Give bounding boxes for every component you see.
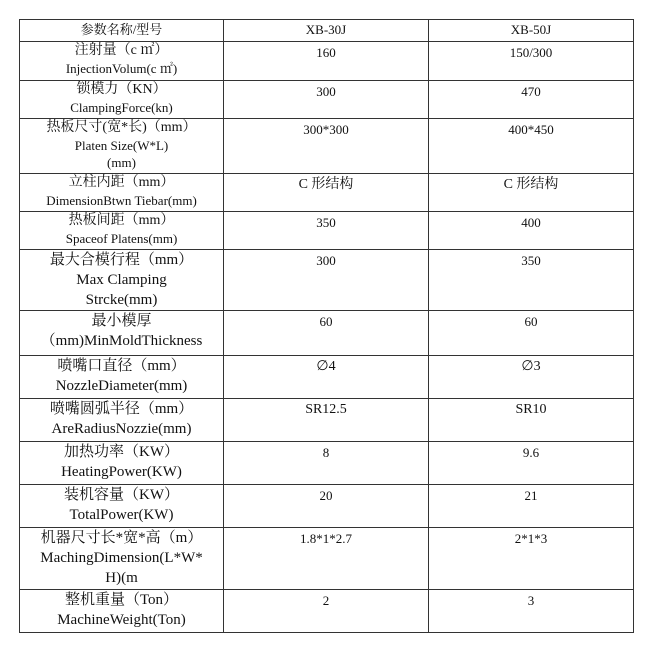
value-1: C 形结构 bbox=[298, 177, 354, 192]
value-2: 3 bbox=[527, 593, 535, 608]
value-cell-2 bbox=[429, 442, 634, 485]
param-name-en: Platen Size(W*L) bbox=[74, 138, 169, 153]
table-row bbox=[20, 212, 634, 250]
table-row bbox=[20, 442, 634, 485]
value-2: 470 bbox=[521, 84, 541, 99]
param-name-en-cont: (mm) bbox=[107, 155, 136, 170]
value-cell-2 bbox=[429, 81, 634, 119]
header-param: 参数名称/型号 bbox=[20, 20, 224, 42]
param-name-en-cont: H)(m bbox=[105, 570, 138, 586]
value-1: 300*300 bbox=[303, 122, 349, 137]
table-row bbox=[20, 485, 634, 528]
table-row bbox=[20, 250, 634, 311]
value-2: 350 bbox=[521, 253, 541, 268]
value-cell-2 bbox=[429, 42, 634, 81]
param-cell bbox=[20, 174, 224, 212]
value-1: SR12.5 bbox=[305, 402, 347, 417]
value-2: 9.6 bbox=[522, 445, 540, 460]
value-cell-1 bbox=[224, 42, 429, 81]
param-name-cn: 喷嘴口直径（mm） bbox=[57, 358, 186, 374]
header-row bbox=[20, 20, 634, 42]
param-name-cn: 注射量（c ㎡） bbox=[74, 43, 169, 58]
value-cell-1 bbox=[224, 119, 429, 174]
value-cell-2 bbox=[429, 174, 634, 212]
param-name-en: ClampingForce(kn) bbox=[70, 100, 173, 115]
param-name-cn: 装机容量（KW） bbox=[64, 487, 179, 503]
value-2: 60 bbox=[524, 314, 538, 329]
value-cell-1 bbox=[224, 212, 429, 250]
param-cell bbox=[20, 528, 224, 590]
param-name-en: Spaceof Platens(mm) bbox=[65, 231, 178, 246]
param-cell bbox=[20, 399, 224, 442]
value-2: 2*1*3 bbox=[514, 531, 548, 546]
param-name-cn: 喷嘴圆弧半径（mm） bbox=[49, 401, 194, 417]
table-row bbox=[20, 590, 634, 633]
table-row bbox=[20, 399, 634, 442]
value-cell-2 bbox=[429, 311, 634, 356]
value-cell-2 bbox=[429, 590, 634, 633]
table-row bbox=[20, 81, 634, 119]
param-cell bbox=[20, 590, 224, 633]
param-name-en: MachineWeight(Ton) bbox=[57, 612, 186, 628]
param-cell bbox=[20, 81, 224, 119]
value-2: 21 bbox=[524, 488, 538, 503]
param-cell bbox=[20, 356, 224, 399]
value-cell-1 bbox=[224, 399, 429, 442]
value-1: 20 bbox=[319, 488, 333, 503]
value-cell-1 bbox=[224, 174, 429, 212]
param-name-en: HeatingPower(KW) bbox=[61, 464, 182, 480]
value-2: C 形结构 bbox=[503, 177, 559, 192]
value-cell-1 bbox=[224, 356, 429, 399]
table-row bbox=[20, 42, 634, 81]
header-model-1: XB-30J bbox=[224, 20, 429, 42]
param-name-cn: 热板尺寸(宽*长)（mm） bbox=[46, 120, 197, 135]
table-row bbox=[20, 311, 634, 356]
value-cell-1 bbox=[224, 590, 429, 633]
value-cell-2 bbox=[429, 356, 634, 399]
param-name-en: AreRadiusNozzie(mm) bbox=[51, 421, 192, 437]
param-name-en: NozzleDiameter(mm) bbox=[55, 378, 188, 394]
value-2: 400*450 bbox=[508, 122, 554, 137]
param-name-en: Max Clamping bbox=[76, 272, 167, 288]
value-cell-2 bbox=[429, 528, 634, 590]
value-1: 1.8*1*2.7 bbox=[300, 531, 352, 546]
value-cell-1 bbox=[224, 485, 429, 528]
value-1: 8 bbox=[322, 445, 330, 460]
value-2: 400 bbox=[521, 215, 541, 230]
param-name-cn: 最小模厚 bbox=[91, 313, 152, 329]
value-cell-2 bbox=[429, 485, 634, 528]
param-name-cn: 锁模力（KN） bbox=[76, 82, 167, 97]
value-1: 60 bbox=[319, 314, 333, 329]
param-cell bbox=[20, 212, 224, 250]
value-cell-1 bbox=[224, 311, 429, 356]
param-name-cn: 最大合模行程（mm） bbox=[49, 252, 194, 268]
value-cell-1 bbox=[224, 442, 429, 485]
value-cell-2 bbox=[429, 250, 634, 311]
param-name-en: DimensionBtwn Tiebar(mm) bbox=[46, 193, 197, 208]
param-cell bbox=[20, 311, 224, 356]
table-row bbox=[20, 356, 634, 399]
param-name-cn: 机器尺寸长*宽*高（m） bbox=[40, 530, 203, 546]
param-name-en: TotalPower(KW) bbox=[69, 507, 174, 523]
value-1: 2 bbox=[322, 593, 330, 608]
param-name-cn: 热板间距（mm） bbox=[68, 213, 175, 228]
value-1: 300 bbox=[316, 84, 336, 99]
value-1: 300 bbox=[316, 253, 336, 268]
param-cell bbox=[20, 442, 224, 485]
param-name-cn: 整机重量（Ton） bbox=[64, 592, 179, 608]
param-name-en: InjectionVolum(c ㎡) bbox=[65, 61, 178, 76]
param-cell bbox=[20, 119, 224, 174]
value-1: 350 bbox=[316, 215, 336, 230]
value-2: 150/300 bbox=[509, 45, 553, 60]
table-row bbox=[20, 174, 634, 212]
value-1: 160 bbox=[316, 45, 336, 60]
param-name-en: （mm)MinMoldThickness bbox=[40, 333, 203, 349]
table-row bbox=[20, 528, 634, 590]
param-cell bbox=[20, 485, 224, 528]
value-cell-1 bbox=[224, 81, 429, 119]
param-name-en-cont: Strcke(mm) bbox=[85, 292, 158, 308]
table-row bbox=[20, 119, 634, 174]
param-name-en: MachingDimension(L*W* bbox=[40, 550, 203, 566]
param-cell bbox=[20, 42, 224, 81]
value-2: SR10 bbox=[515, 402, 547, 417]
value-cell-1 bbox=[224, 528, 429, 590]
value-cell-2 bbox=[429, 119, 634, 174]
value-1: ∅4 bbox=[316, 359, 336, 374]
param-cell bbox=[20, 250, 224, 311]
value-cell-1 bbox=[224, 250, 429, 311]
param-name-cn: 立柱内距（mm） bbox=[68, 175, 175, 190]
header-model-2: XB-50J bbox=[429, 20, 634, 42]
value-2: ∅3 bbox=[521, 359, 541, 374]
value-cell-2 bbox=[429, 399, 634, 442]
spec-table bbox=[19, 19, 634, 633]
param-name-cn: 加热功率（KW） bbox=[64, 444, 179, 460]
value-cell-2 bbox=[429, 212, 634, 250]
